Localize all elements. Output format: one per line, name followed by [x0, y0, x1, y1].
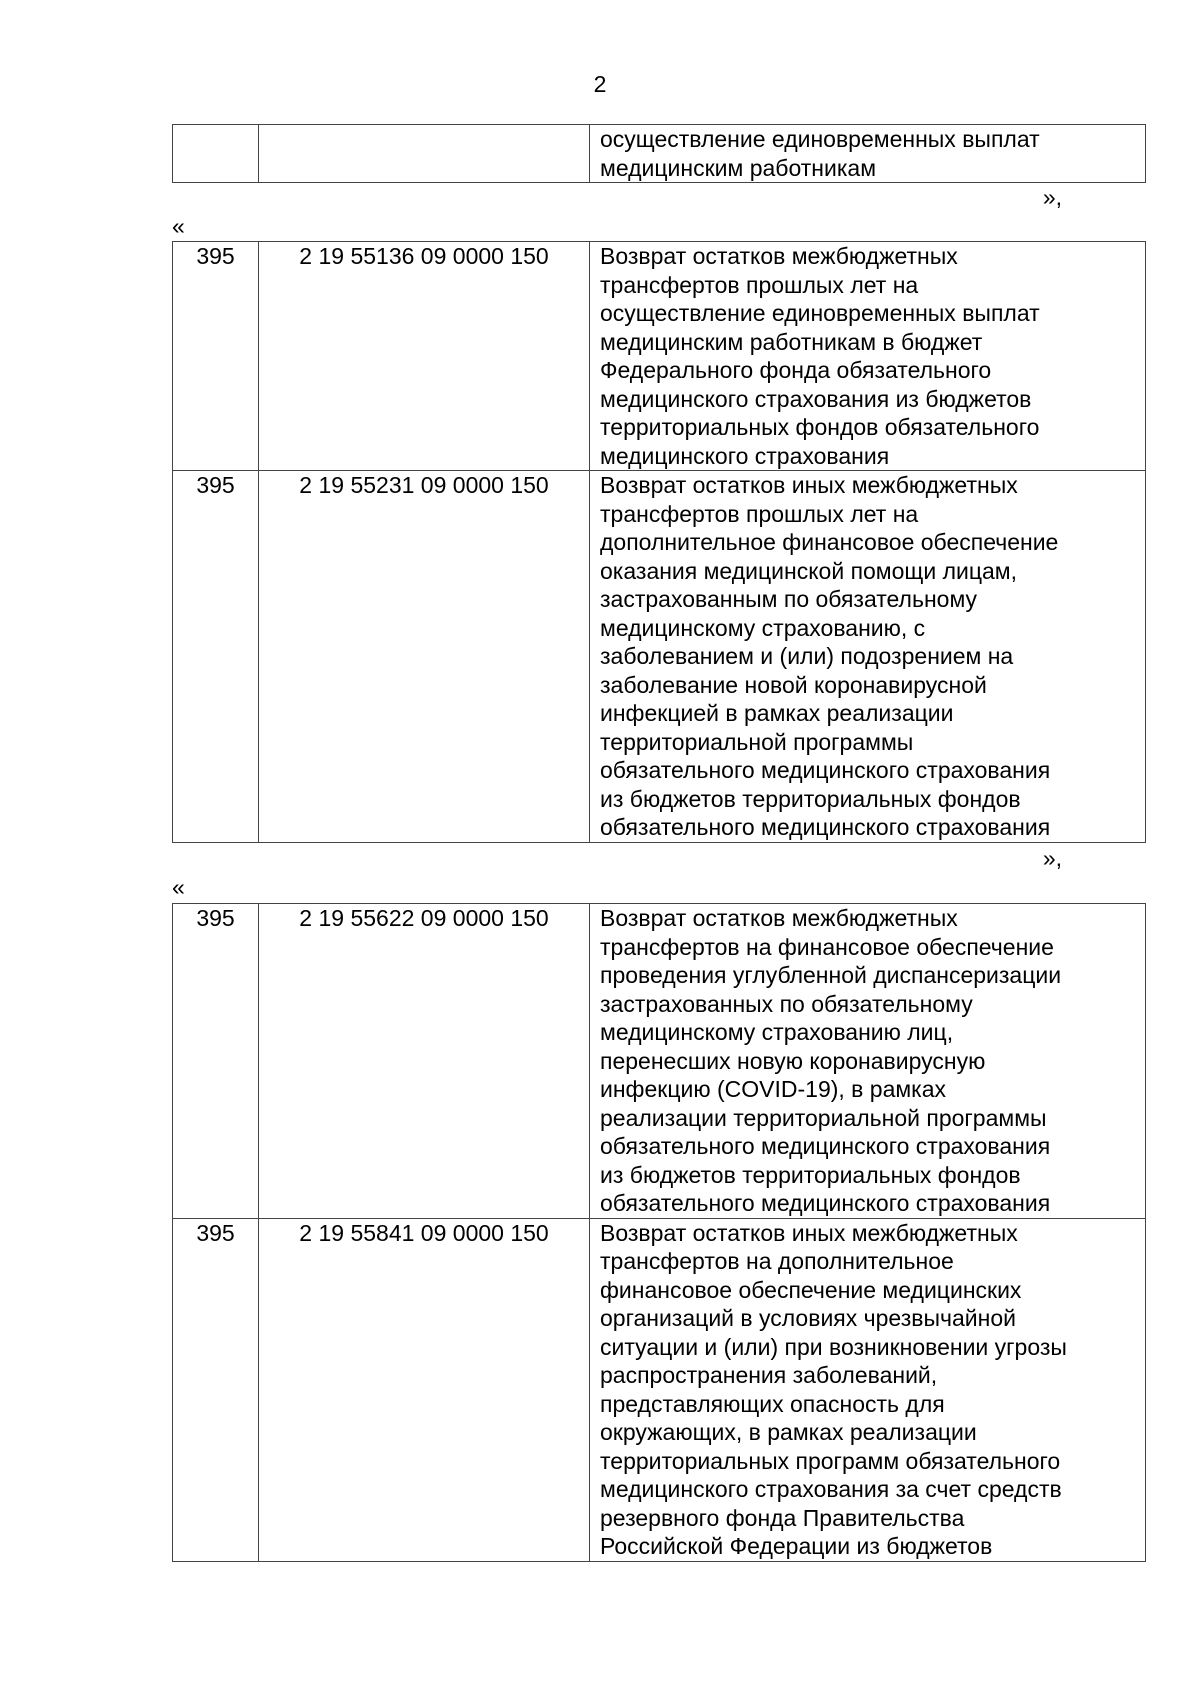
- description-line: территориальной программы: [600, 728, 914, 755]
- description-line: Российской Федерации из бюджетов: [600, 1533, 993, 1559]
- description-line: медицинского страхования из бюджетов: [600, 385, 1032, 412]
- page-number: 2: [593, 71, 607, 97]
- table-row: [173, 1218, 1146, 1561]
- description-line: территориальных фондов обязательного: [600, 414, 1040, 440]
- description-line: из бюджетов территориальных фондов: [600, 1161, 1021, 1188]
- description-line: медицинскому страхованию лиц,: [600, 1019, 954, 1045]
- opening-quote: «: [172, 874, 185, 900]
- description-line: трансфертов на дополнительное: [600, 1248, 954, 1274]
- description-line: территориальных программ обязательного: [600, 1447, 1061, 1474]
- description-line: организаций в условиях чрезвычайной: [600, 1305, 1016, 1331]
- description-cell: [590, 471, 1146, 843]
- description-line: проведения углубленной диспансеризации: [600, 962, 1062, 988]
- description-line: из бюджетов территориальных фондов: [600, 785, 1021, 812]
- description-line: Возврат остатков иных межбюджетных: [600, 472, 1018, 498]
- budget-code-cell: 2 19 55841 09 0000 150: [259, 1218, 590, 1561]
- table-row: [173, 125, 1146, 183]
- description-line: обязательного медицинского страхования: [600, 757, 1051, 783]
- description-line: оказания медицинской помощи лицам,: [600, 557, 1018, 584]
- description-line: реализации территориальной программы: [600, 1104, 1047, 1131]
- admin-code-cell: 395: [173, 471, 259, 843]
- description-line: медицинского страхования: [600, 442, 890, 469]
- codes-table-second: [172, 241, 1146, 843]
- description-line: резервного фонда Правительства: [600, 1504, 965, 1531]
- description-line: Возврат остатков межбюджетных: [600, 243, 958, 269]
- description-line: финансовое обеспечение медицинских: [600, 1276, 1022, 1303]
- table-row: [173, 242, 1146, 471]
- description-line: медицинским работникам: [600, 154, 876, 181]
- description-line: Федерального фонда обязательного: [600, 357, 992, 383]
- description-line: трансфертов на финансовое обеспечение: [600, 933, 1054, 960]
- codes-table-third: [172, 903, 1146, 1562]
- description-line: медицинским работникам в бюджет: [600, 328, 983, 355]
- description-line: распространения заболеваний,: [600, 1362, 938, 1388]
- opening-quote: «: [172, 213, 185, 239]
- description-line: осуществление единовременных выплат: [600, 300, 1040, 326]
- admin-code-cell: 395: [173, 242, 259, 471]
- description-line: осуществление единовременных выплат: [600, 126, 1040, 152]
- budget-code-cell: 2 19 55136 09 0000 150: [259, 242, 590, 471]
- description-cell: [590, 904, 1146, 1219]
- description-line: инфекцию (COVID-19), в рамках: [600, 1076, 947, 1102]
- admin-code-cell: 395: [173, 1218, 259, 1561]
- description-line: заболеванием и (или) подозрением на: [600, 643, 1014, 669]
- description-line: медицинскому страхованию, с: [600, 614, 926, 641]
- description-line: представляющих опасность для: [600, 1390, 945, 1417]
- codes-table-continuation: [172, 124, 1146, 183]
- description-line: Возврат остатков иных межбюджетных: [600, 1219, 1018, 1246]
- description-line: инфекцией в рамках реализации: [600, 700, 954, 726]
- closing-quote: »,: [1042, 845, 1062, 871]
- table-row: [173, 471, 1146, 843]
- description-line: дополнительное финансовое обеспечение: [600, 529, 1059, 555]
- description-line: застрахованных по обязательному: [600, 990, 973, 1017]
- description-line: перенесших новую коронавирусную: [600, 1047, 986, 1074]
- description-line: ситуации и (или) при возникновении угрозы: [600, 1333, 1067, 1360]
- budget-code-cell: [259, 125, 590, 183]
- table-row: [173, 904, 1146, 1219]
- admin-code-cell: 395: [173, 904, 259, 1219]
- description-line: медицинского страхования за счет средств: [600, 1476, 1062, 1502]
- admin-code-cell: [173, 125, 259, 183]
- description-line: трансфертов прошлых лет на: [600, 500, 919, 527]
- closing-quote: »,: [1042, 184, 1062, 210]
- description-cell: [590, 242, 1146, 471]
- description-cell: [590, 1218, 1146, 1561]
- description-line: обязательного медицинского страхования: [600, 1190, 1051, 1216]
- description-line: застрахованным по обязательному: [600, 586, 978, 612]
- description-line: обязательного медицинского страхования: [600, 1133, 1051, 1159]
- description-line: Возврат остатков межбюджетных: [600, 905, 958, 931]
- description-line: окружающих, в рамках реализации: [600, 1419, 977, 1445]
- budget-code-cell: 2 19 55231 09 0000 150: [259, 471, 590, 843]
- description-line: трансфертов прошлых лет на: [600, 271, 919, 298]
- description-line: обязательного медицинского страхования: [600, 814, 1051, 840]
- description-line: заболевание новой коронавирусной: [600, 671, 987, 698]
- budget-code-cell: 2 19 55622 09 0000 150: [259, 904, 590, 1219]
- description-cell: [590, 125, 1146, 183]
